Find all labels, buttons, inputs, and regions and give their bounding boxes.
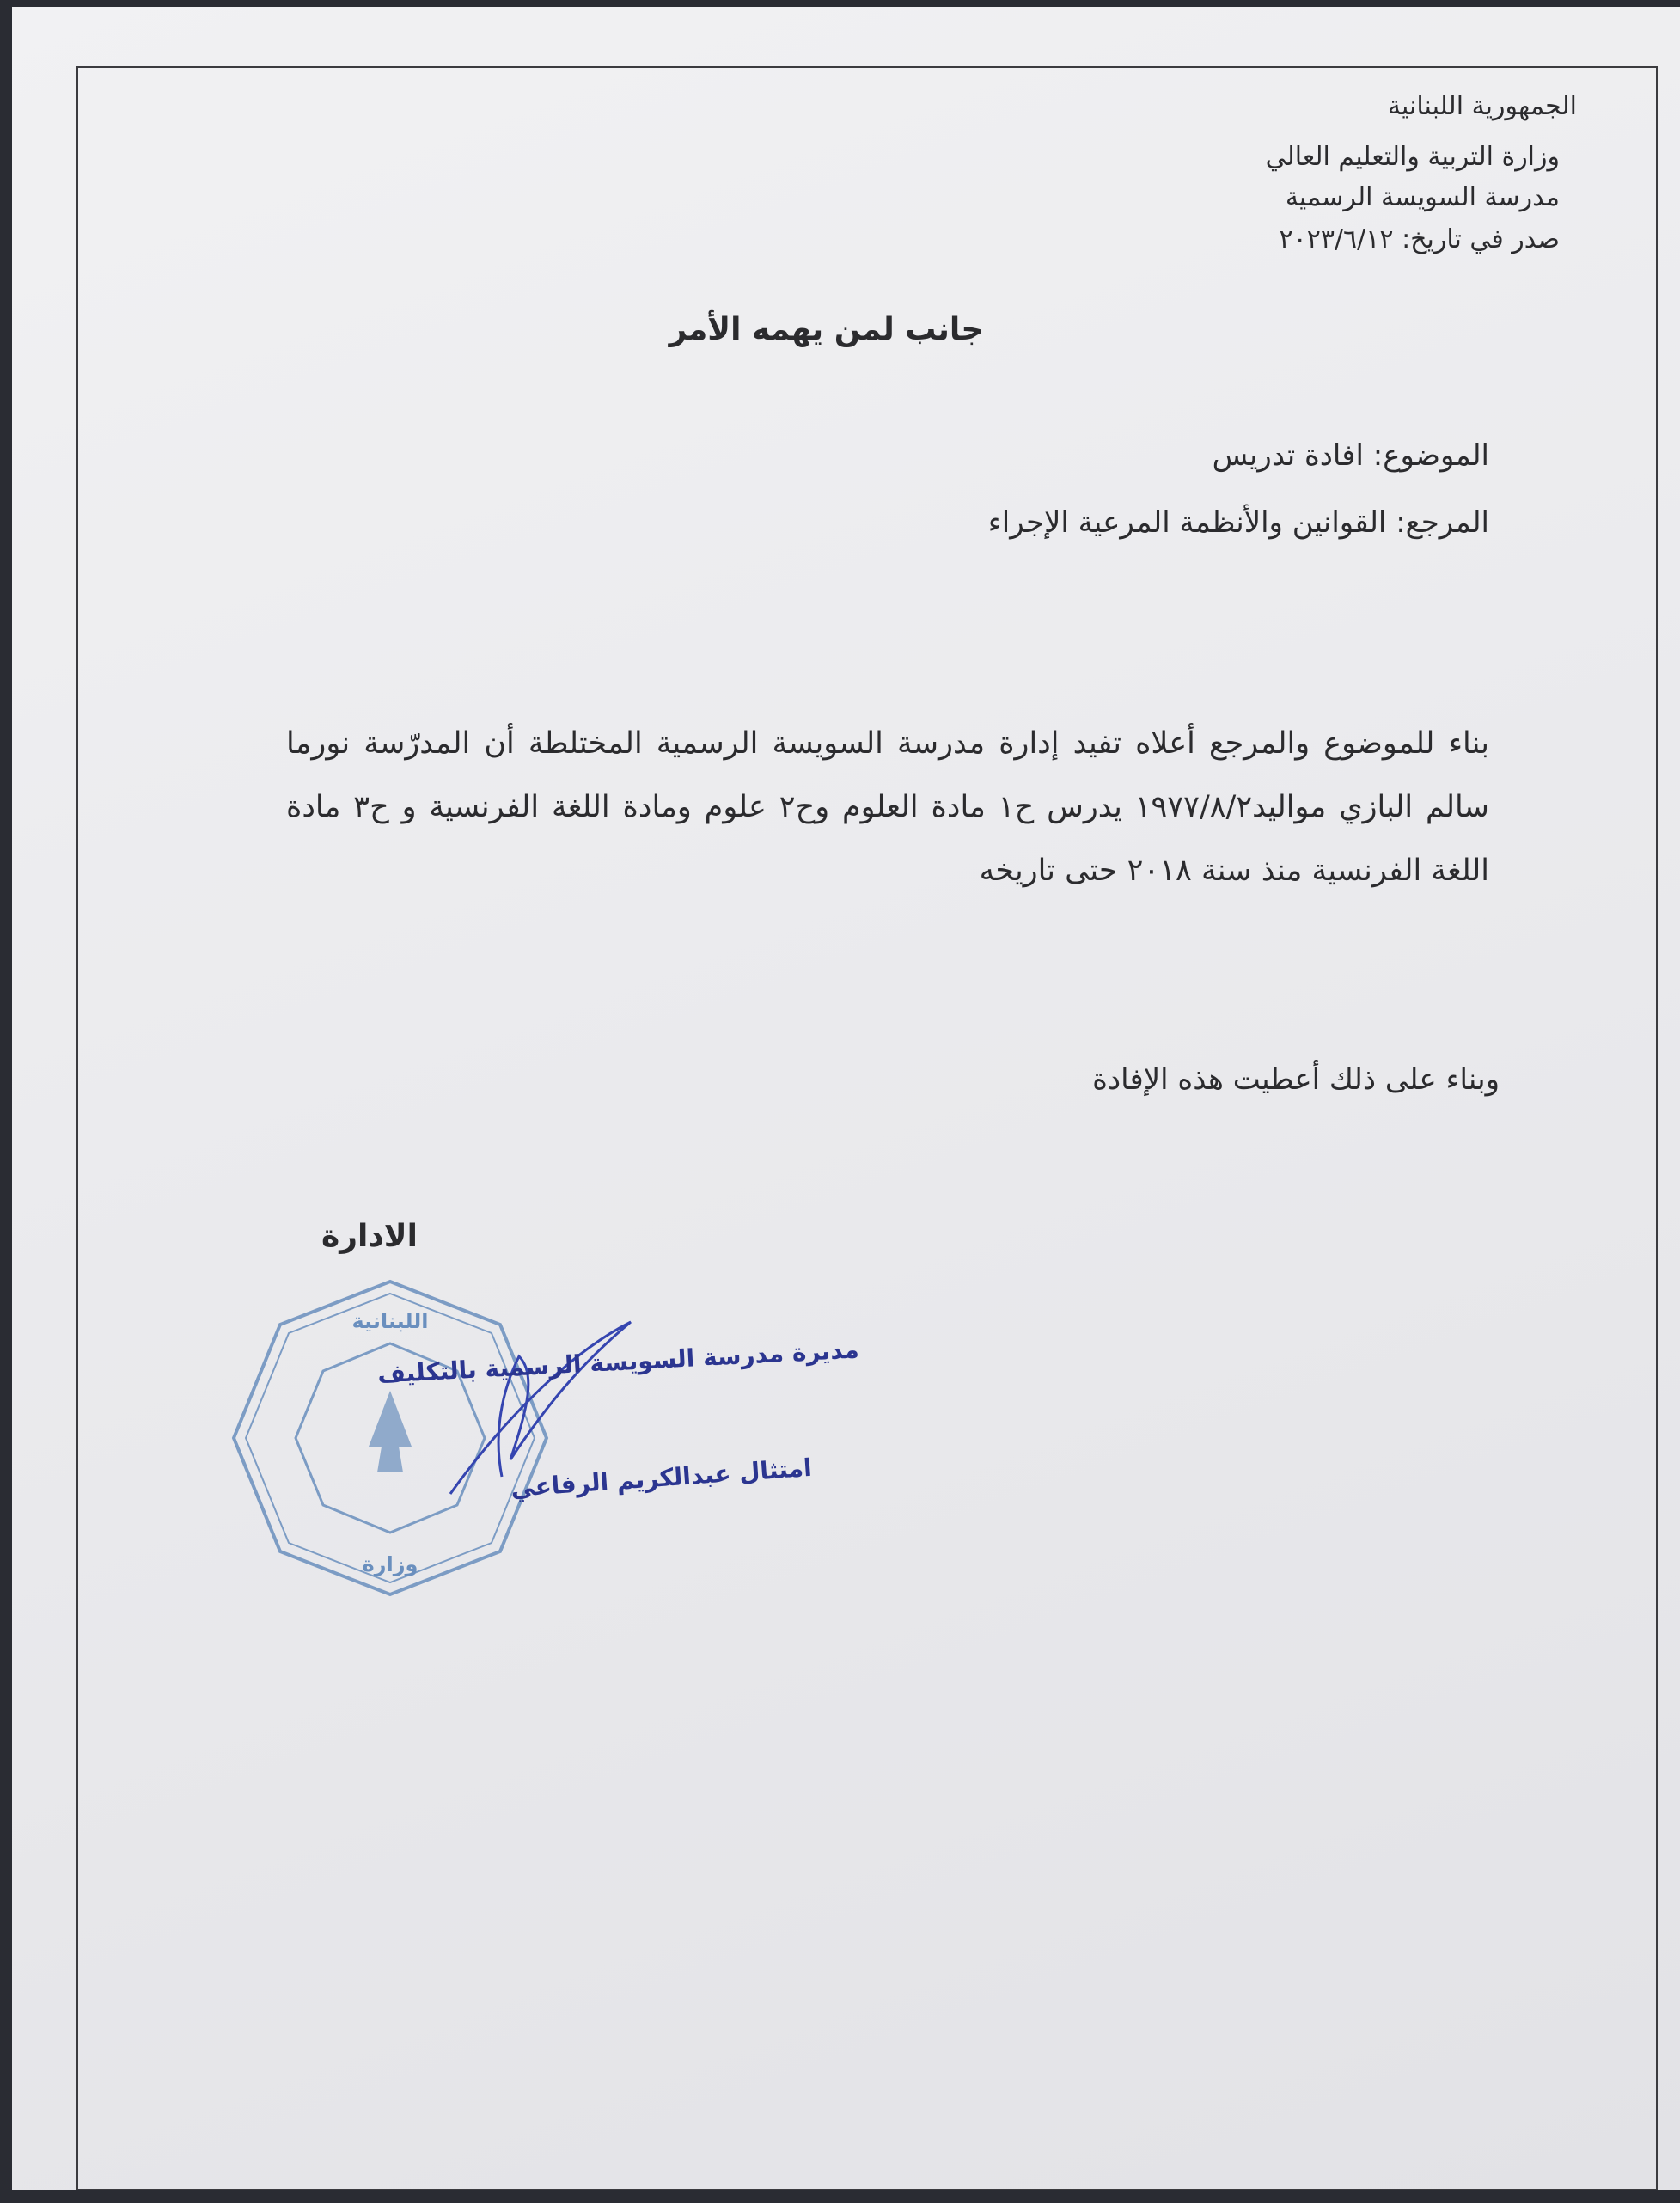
reference-value: القوانين والأنظمة المرعية الإجراء bbox=[987, 505, 1387, 540]
subject-label: الموضوع: bbox=[1372, 438, 1489, 473]
administration-label: الادارة bbox=[321, 1219, 418, 1254]
body-paragraph: بناء للموضوع والمرجع أعلاه تفيد إدارة مدرسة السويسة الرسمية المختلطة أن المدرّسة نورما سالم البازي مواليد١٩٧٧/٨/٢ يدرس ح١ مادة العلوم وح٢ علوم ومادة اللغة الفرنسية و ح٣ مادة اللغة الفرنسية منذ سنة ٢٠١٨ حتى تاريخه bbox=[286, 726, 1489, 888]
issue-date-label: صدر في تاريخ: bbox=[1402, 224, 1560, 254]
issue-date-value: ٢٠٢٣/٦/١٢ bbox=[1279, 224, 1394, 254]
page-title: جانب لمن يهمه الأمر bbox=[669, 312, 984, 347]
subject-line bbox=[1213, 438, 1489, 473]
stamp-text-top: اللبنانية bbox=[351, 1309, 429, 1333]
reference-label: المرجع: bbox=[1396, 505, 1489, 540]
stamp-text-bottom: وزارة bbox=[362, 1552, 418, 1576]
closing-line: وبناء على ذلك أعطيت هذه الإفادة bbox=[1092, 1062, 1500, 1097]
document-page bbox=[12, 7, 1680, 2203]
header-ministry: وزارة التربية والتعليم العالي bbox=[1265, 142, 1560, 172]
signatory-name: امتثال عبدالكريم الرفاعي bbox=[510, 1453, 813, 1503]
reference-line bbox=[988, 505, 1489, 540]
subject-value: افادة تدريس bbox=[1212, 438, 1364, 473]
signatory-role: مديرة مدرسة السويسة الرسمية بالتكليف bbox=[376, 1335, 860, 1389]
header-school: مدرسة السويسة الرسمية bbox=[1285, 182, 1560, 212]
page-border bbox=[76, 66, 1658, 2191]
header-issue-date bbox=[1280, 224, 1561, 254]
background-edge bbox=[0, 2190, 1680, 2203]
header-republic: الجمهورية اللبنانية bbox=[1387, 91, 1577, 121]
